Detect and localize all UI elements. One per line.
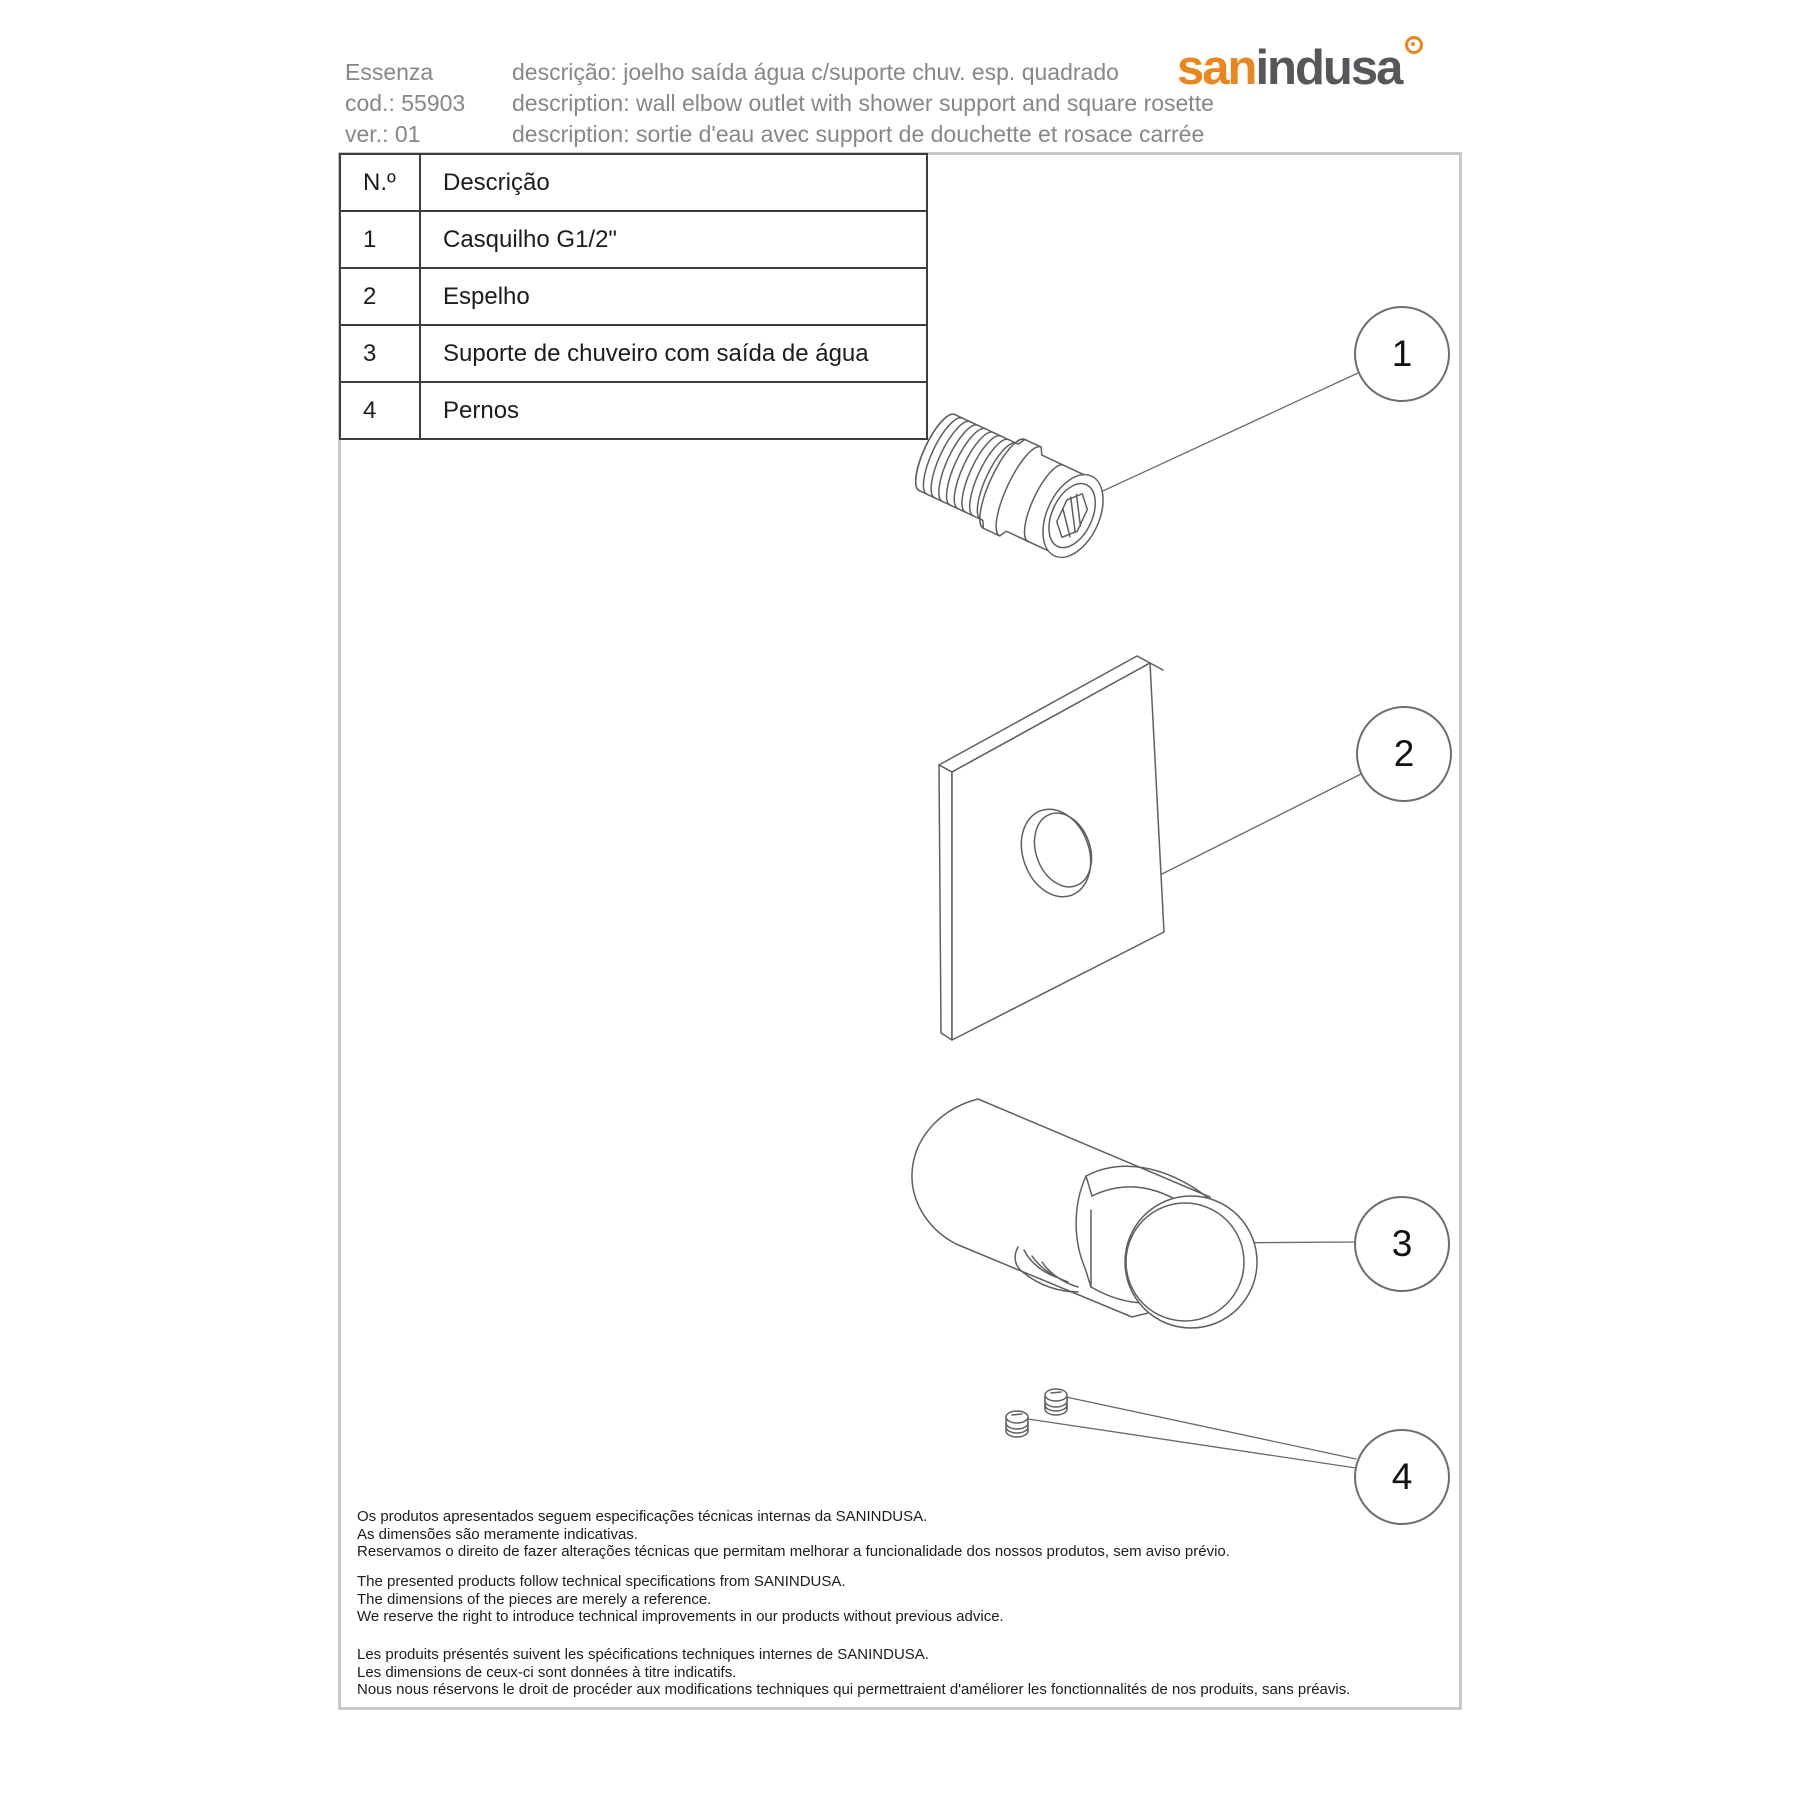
shower-support-drawing [912,1099,1257,1328]
part-description: Suporte de chuveiro com saída de água [420,325,927,382]
note-line: The dimensions of the pieces are merely a reference. [357,1590,712,1608]
part-description: Casquilho G1/2" [420,211,927,268]
note-line: Nous nous réservons le droit de procéder aux modifications techniques qui permettraient d'améliorer les fonctionnalités de nos produits, sans préavis. [357,1681,1351,1699]
product-series: Essenza [345,59,434,85]
callout-balloon-4 [1354,1429,1450,1525]
leader-line-1 [1092,373,1358,496]
part-description: Espelho [420,268,927,325]
callout-balloon-2 [1356,706,1452,802]
logo-text-gray: indusa [1255,41,1402,95]
note-line: Os produtos apresentados seguem especificações técnicas internas da SANINDUSA. [357,1508,928,1525]
leader-line-4b [1028,1419,1356,1468]
set-screws-drawing [1006,1389,1067,1437]
part-description: Pernos [420,382,927,439]
note-line: Les dimensions de ceux-ci sont données à titre indicatifs. [357,1663,737,1681]
note-line: We reserve the right to introduce technical improvements in our products without previous advice. [357,1608,1004,1626]
footer-notes-fr [357,1646,1350,1699]
leader-line-2 [1150,774,1361,880]
callout-number: 3 [1391,1223,1413,1264]
leader-line-4a [1066,1397,1356,1459]
square-rosette-drawing [939,656,1164,1040]
part-number: 3 [340,325,420,382]
logo-text-orange: san [1177,41,1256,95]
callout-number: 4 [1391,1456,1413,1497]
part-number: 2 [340,268,420,325]
product-version: ver.: 01 [345,121,421,147]
note-line: The presented products follow technical specifications from SANINDUSA. [357,1573,846,1590]
part-number: 1 [340,211,420,268]
footer-notes-en [357,1573,1004,1626]
support-cap [1125,1196,1257,1328]
threaded-bushing-drawing [905,403,1118,572]
description-en: description: wall elbow outlet with shower support and square rosette [512,90,1214,116]
callout-balloon-3 [1354,1196,1450,1292]
description-pt: descrição: joelho saída água c/suporte chuv. esp. quadrado [512,59,1119,85]
note-line: Les produits présentés suivent les spécifications techniques internes de SANINDUSA. [357,1646,929,1663]
callout-number: 2 [1393,733,1415,774]
col-header-number: N.º [340,154,420,211]
callout-number: 1 [1391,333,1413,374]
description-fr: description: sortie d'eau avec support de douchette et rosace carrée [512,121,1205,147]
note-line: As dimensões são meramente indicativas. [357,1525,638,1543]
note-line: Reservamos o direito de fazer alterações técnicas que permitam melhorar a funcionalidade dos nossos produtos, sem aviso prévio. [357,1543,1230,1561]
part-number: 4 [340,382,420,439]
grub-screw [1006,1411,1028,1437]
col-header-description: Descrição [420,154,927,211]
footer-notes-pt [357,1508,1230,1561]
callout-balloon-1 [1354,306,1450,402]
product-code: cod.: 55903 [345,90,466,116]
